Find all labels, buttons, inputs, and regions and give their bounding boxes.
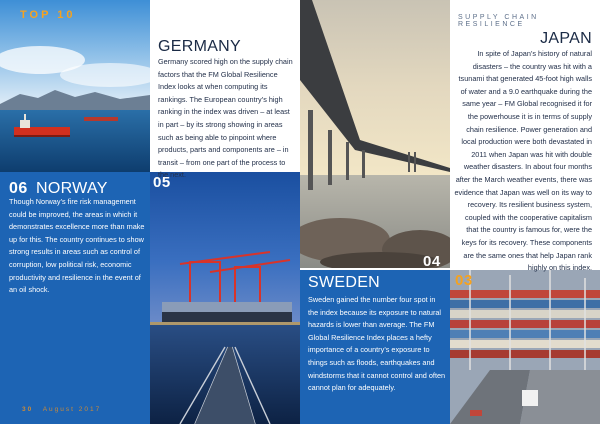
germany-rank: 05 [153, 174, 171, 191]
page-footer [22, 406, 101, 413]
japan-rank: 04 [423, 253, 441, 270]
port-cranes-photo [150, 172, 300, 424]
issue-date: August 2017 [42, 406, 102, 413]
japan-title: JAPAN [540, 30, 592, 47]
sweden-body: Sweden gained the number four spot in the index because its exposure to natural hazards is lower than average. The FM Global Resilience Index places a hefty importance of a country’s exposure to things such as floods, earthquakes and windstorms that it cannot control and often cannot plan for adequately. [308, 295, 446, 393]
sweden-title: SWEDEN [308, 274, 381, 291]
germany-body: Germany scored high on the supply chain factors that the FM Global Resilience Index looks at when computing its rankings. The European country’s high ranking in the index was driven – at least in part – by its strong showing in areas such as being able to pinpoint where products, parts and components are – in transit – from one part of the process to the next. [158, 57, 293, 180]
norway-title: NORWAY [36, 180, 108, 197]
sweden-rank: 03 [455, 272, 473, 289]
germany-title: GERMANY [158, 38, 241, 55]
page-kicker: SUPPLY CHAIN RESILIENCE [458, 14, 539, 28]
norway-body: Though Norway’s fire risk management could be improved, the areas in which it demonstrates excellence more than make up for this. The country continues to show strong results in areas such as control of corruption, low political risk, economic productivity and resilience in the event of an oil shock. [9, 197, 145, 295]
bridge-sunset-photo [300, 0, 450, 268]
page-number: 30 [22, 406, 34, 413]
sea-ship-photo [0, 0, 150, 172]
norway-rank: 06 [9, 180, 28, 197]
container-port-photo [450, 270, 600, 424]
section-label: TOP 10 [20, 9, 76, 21]
japan-body: In spite of Japan’s history of natural disasters – the country was hit with a tsunami that generated 45-foot high walls of water and a 9.0 earthquake during the same year – FM Global recognised it for the powerhouse it is in terms of supply chain resilience. Power generation and local production were both devastated in 2011 when Japan was hit with double weather disasters. In about four months after the March weather events, there was evidence that Japan was well on its way to recovery. Its resilient business system, coupled with the cooperative capitalism that the country is famous for, were the keys for its recovery. These components are the same ones that help Japan rank highly on this index. [454, 49, 592, 273]
